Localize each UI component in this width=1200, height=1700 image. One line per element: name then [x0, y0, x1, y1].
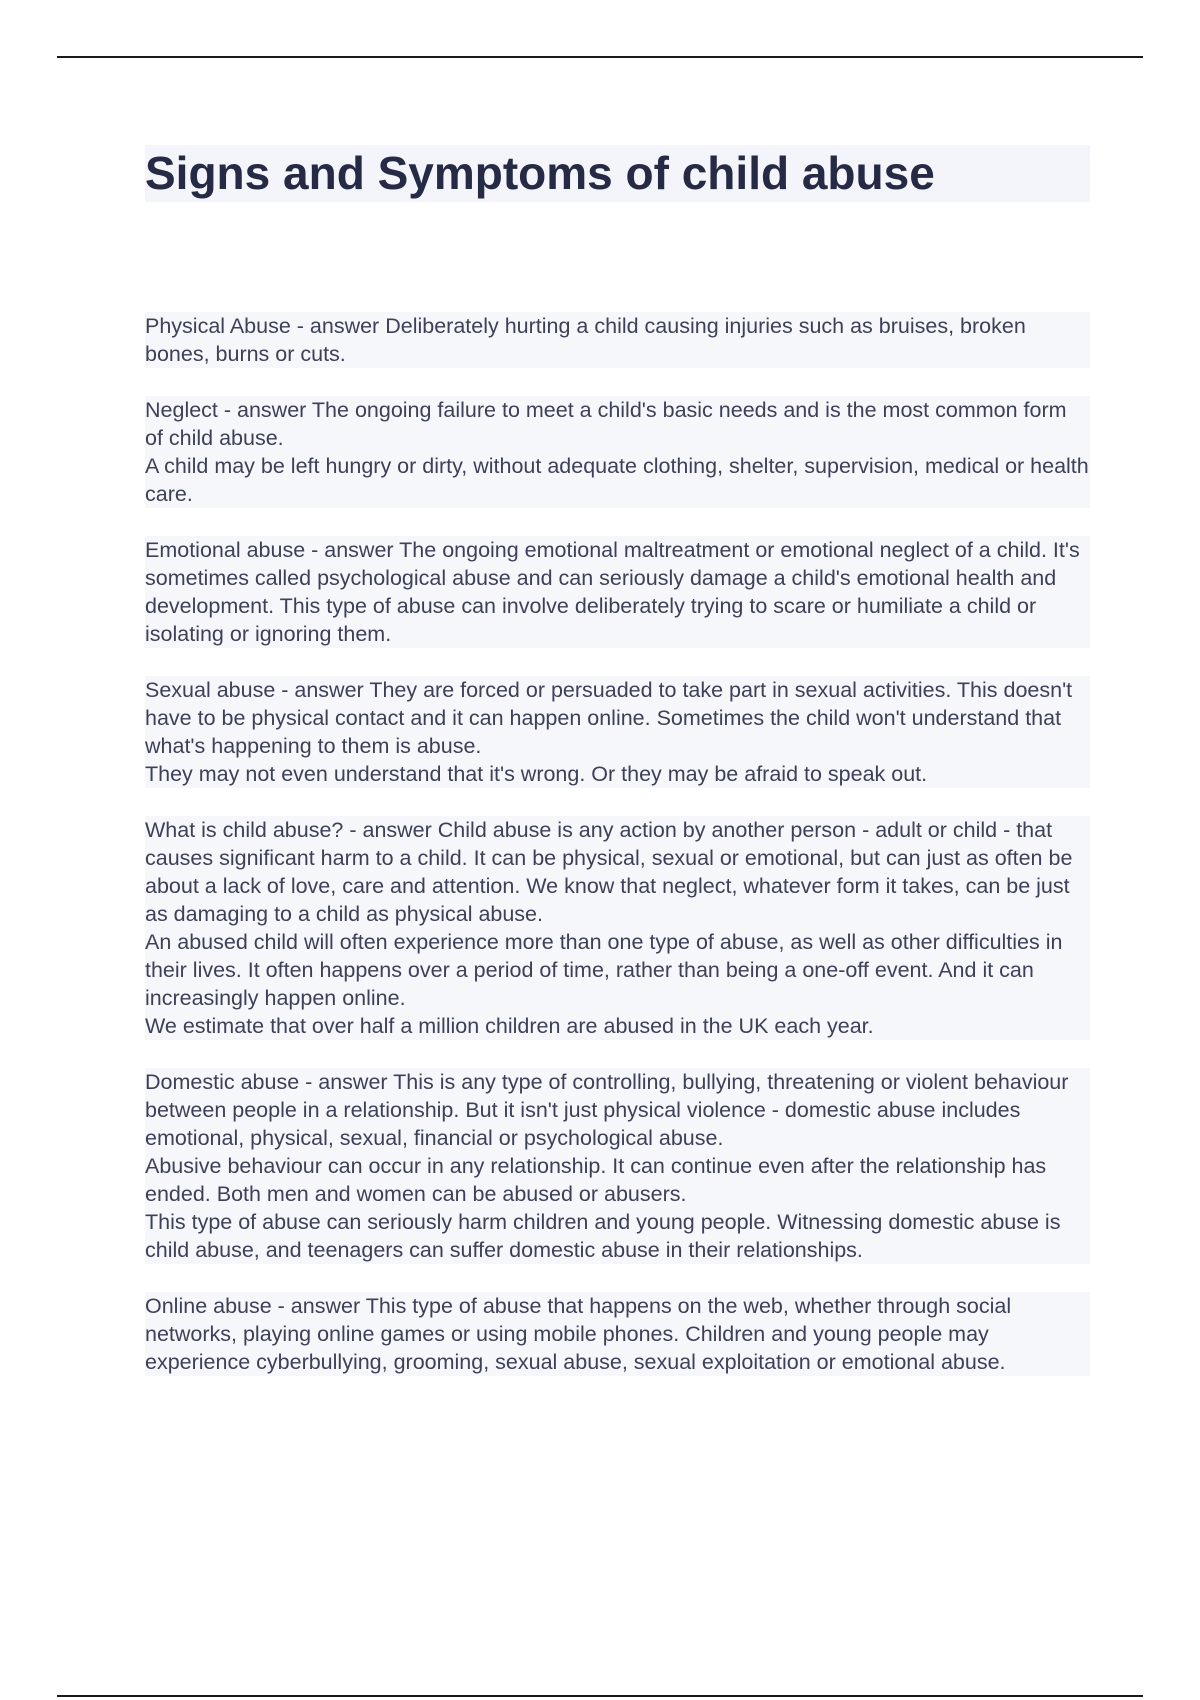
entry-physical-abuse — [145, 312, 1090, 368]
entry-definition: This is any type of controlling, bullying, threatening or violent behaviour between people in a relationship. But it isn't just physical violence - domestic abuse includes emotional, physical, sexual, financial or psychological abuse. — [145, 1070, 1069, 1150]
entry-term: What is child abuse? - answer — [145, 818, 432, 842]
entry-sexual-abuse — [145, 676, 1090, 788]
entry-term: Sexual abuse - answer — [145, 678, 364, 702]
entry-term: Online abuse - answer — [145, 1294, 361, 1318]
entry-neglect — [145, 396, 1090, 508]
entry-definition: The ongoing emotional maltreatment or emotional neglect of a child. It's sometimes called psychological abuse and can seriously damage a child's emotional health and development. This type of abuse can involve deliberately trying to scare or humiliate a child or isolating or ignoring them. — [145, 538, 1080, 646]
entry-term: Neglect - answer — [145, 398, 307, 422]
entry-definition: This type of abuse that happens on the web, whether through social networks, playing online games or using mobile phones. Children and young people may experience cyberbullying, grooming, sexual abuse, sexual exploitation or emotional abuse. — [145, 1294, 1012, 1374]
entry-definition: We estimate that over half a million children are abused in the UK each year. — [145, 1012, 1090, 1040]
page-title: Signs and Symptoms of child abuse — [145, 145, 1090, 202]
entry-list — [145, 312, 1090, 1376]
entry-domestic-abuse — [145, 1068, 1090, 1264]
entry-definition: A child may be left hungry or dirty, without adequate clothing, shelter, supervision, medical or health care. — [145, 454, 1089, 506]
entry-definition: Child abuse is any action by another person - adult or child - that causes significant harm to a child. It can be physical, sexual or emotional, but can just as often be about a lack of love, care and attention. We know that neglect, whatever form it takes, can be just as damaging to a child as physical abuse. — [145, 818, 1073, 926]
entry-definition: Abusive behaviour can occur in any relationship. It can continue even after the relationship has ended. Both men and women can be abused or abusers. — [145, 1152, 1090, 1208]
entry-what-is-child-abuse — [145, 816, 1090, 1040]
entry-definition: Deliberately hurting a child causing injuries such as bruises, broken bones, burns or cuts. — [145, 314, 1026, 366]
bottom-rule — [57, 1695, 1143, 1697]
entry-online-abuse — [145, 1292, 1090, 1376]
document-body — [145, 145, 1090, 1404]
entry-definition: This type of abuse can seriously harm children and young people. Witnessing domestic abuse is child abuse, and teenagers can suffer domestic abuse in their relationships. — [145, 1208, 1090, 1264]
entry-definition: They are forced or persuaded to take part in sexual activities. This doesn't have to be physical contact and it can happen online. Sometimes the child won't understand that what's happening to them is abuse. — [145, 678, 1073, 758]
entry-definition: An abused child will often experience more than one type of abuse, as well as other difficulties in their lives. It often happens over a period of time, rather than being a one-off event. And it can increasingly happen online. — [145, 928, 1090, 1012]
entry-definition: They may not even understand that it's wrong. Or they may be afraid to speak out. — [145, 760, 1090, 788]
entry-term: Emotional abuse - answer — [145, 538, 394, 562]
entry-definition: The ongoing failure to meet a child's basic needs and is the most common form of child abuse. — [145, 398, 1067, 450]
top-rule — [57, 56, 1143, 58]
entry-term: Physical Abuse - answer — [145, 314, 380, 338]
entry-term: Domestic abuse - answer — [145, 1070, 388, 1094]
entry-emotional-abuse — [145, 536, 1090, 648]
